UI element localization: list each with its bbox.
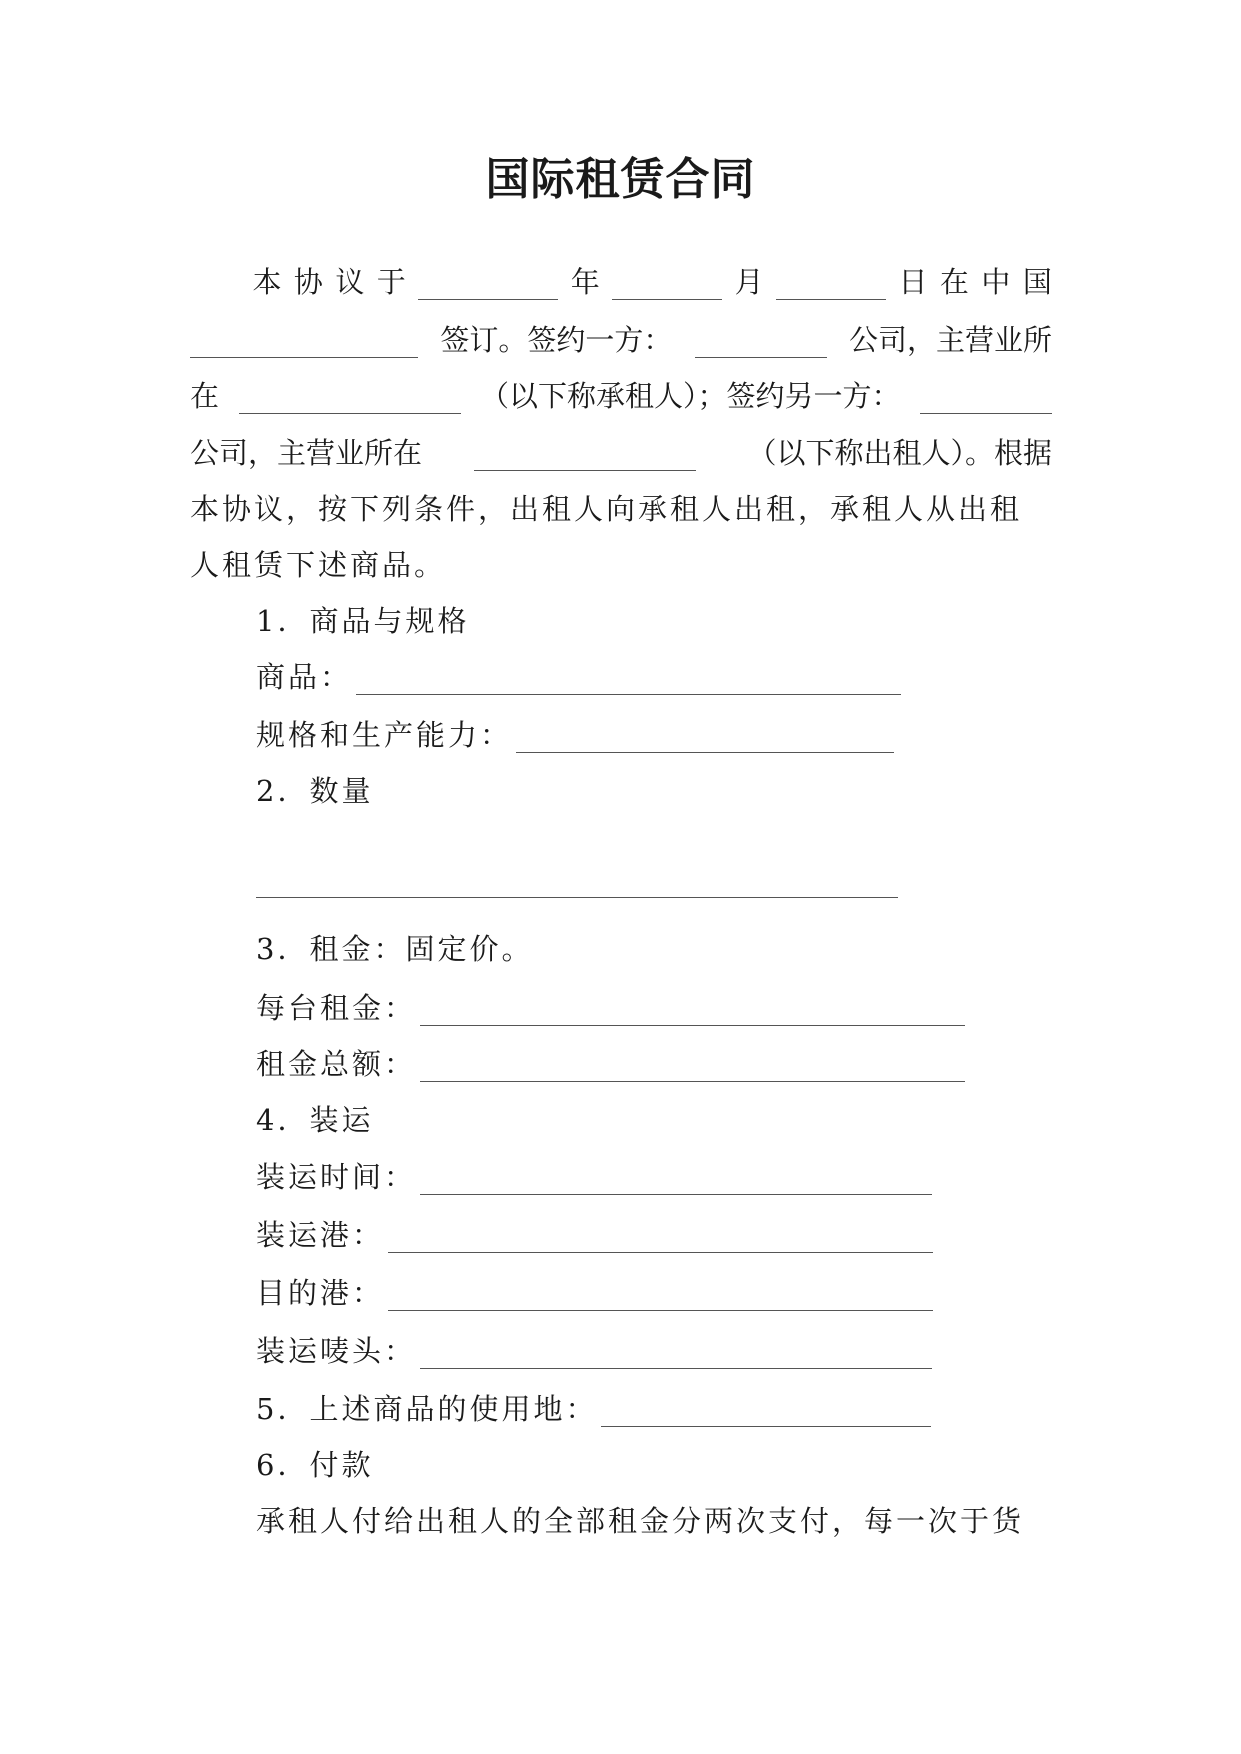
spec-row xyxy=(256,713,894,757)
intro-line-5: 本协议，按下列条件，出租人向承租人出租，承租人从出租 xyxy=(190,492,1023,526)
dest-port-label: 目的港： xyxy=(256,1276,385,1310)
ship-time-blank[interactable] xyxy=(420,1164,932,1195)
intro-char: 协 xyxy=(293,265,323,299)
dest-port-blank[interactable] xyxy=(388,1280,933,1311)
ship-time-row xyxy=(256,1155,932,1199)
quantity-row xyxy=(256,858,898,902)
unit-rent-row xyxy=(256,986,965,1030)
section-1-heading: 1．商品与规格 xyxy=(256,604,470,638)
ship-port-blank[interactable] xyxy=(388,1222,933,1253)
intro-text: 签订。签约一方： xyxy=(440,323,673,357)
unit-rent-blank[interactable] xyxy=(420,995,965,1026)
day-blank[interactable] xyxy=(776,269,886,300)
year-blank[interactable] xyxy=(418,269,558,300)
intro-text: （以下称出租人）。根据 xyxy=(747,436,1052,470)
party-b-address-blank[interactable] xyxy=(474,440,696,471)
intro-char: 本 xyxy=(252,265,282,299)
day-label: 日 xyxy=(898,265,928,299)
intro-char: 在 xyxy=(939,265,969,299)
party-a-blank[interactable] xyxy=(695,327,827,358)
intro-char: 中 xyxy=(981,265,1011,299)
spec-blank[interactable] xyxy=(516,722,894,753)
intro-char: 国 xyxy=(1022,265,1052,299)
unit-rent-label: 每台租金： xyxy=(256,991,417,1025)
month-blank[interactable] xyxy=(612,269,722,300)
ship-port-label: 装运港： xyxy=(256,1218,385,1252)
ship-mark-label: 装运唛头： xyxy=(256,1334,417,1368)
total-rent-row xyxy=(256,1042,965,1086)
ship-time-label: 装运时间： xyxy=(256,1160,417,1194)
section-6-heading: 6．付款 xyxy=(256,1448,374,1482)
ship-mark-blank[interactable] xyxy=(420,1338,932,1369)
intro-line-2 xyxy=(190,318,1052,362)
goods-blank[interactable] xyxy=(356,664,901,695)
party-b-blank[interactable] xyxy=(920,383,1052,414)
intro-text: （以下称承租人）；签约另一方： xyxy=(479,379,901,413)
intro-text: 在 xyxy=(190,379,220,413)
intro-char: 议 xyxy=(335,265,365,299)
intro-char: 于 xyxy=(376,265,406,299)
quantity-blank[interactable] xyxy=(256,867,898,898)
sign-place-blank[interactable] xyxy=(190,327,418,358)
goods-label: 商品： xyxy=(256,660,353,694)
goods-row xyxy=(256,655,901,699)
year-label: 年 xyxy=(570,265,600,299)
total-rent-label: 租金总额： xyxy=(256,1047,417,1081)
dest-port-row xyxy=(256,1271,933,1315)
total-rent-blank[interactable] xyxy=(420,1051,965,1082)
section-3-heading: 3．租金：固定价。 xyxy=(256,932,534,966)
intro-line-4 xyxy=(190,431,1052,475)
usage-place-row xyxy=(256,1387,931,1431)
ship-mark-row xyxy=(256,1329,932,1373)
intro-line-3 xyxy=(190,374,1052,418)
usage-place-blank[interactable] xyxy=(601,1396,931,1427)
section-5-heading: 5．上述商品的使用地： xyxy=(256,1392,598,1426)
payment-text: 承租人付给出租人的全部租金分两次支付，每一次于货 xyxy=(256,1504,1025,1538)
section-4-heading: 4．装运 xyxy=(256,1103,374,1137)
intro-text: 公司，主营业所 xyxy=(848,323,1052,357)
intro-line-6: 人租赁下述商品。 xyxy=(190,548,447,582)
document-title: 国际租赁合同 xyxy=(485,154,756,205)
intro-text: 公司，主营业所在 xyxy=(190,436,423,470)
ship-port-row xyxy=(256,1213,933,1257)
intro-line-1 xyxy=(190,260,1052,304)
month-label: 月 xyxy=(734,265,764,299)
section-2-heading: 2．数量 xyxy=(256,774,374,808)
spec-label: 规格和生产能力： xyxy=(256,718,513,752)
party-a-address-blank[interactable] xyxy=(239,383,461,414)
